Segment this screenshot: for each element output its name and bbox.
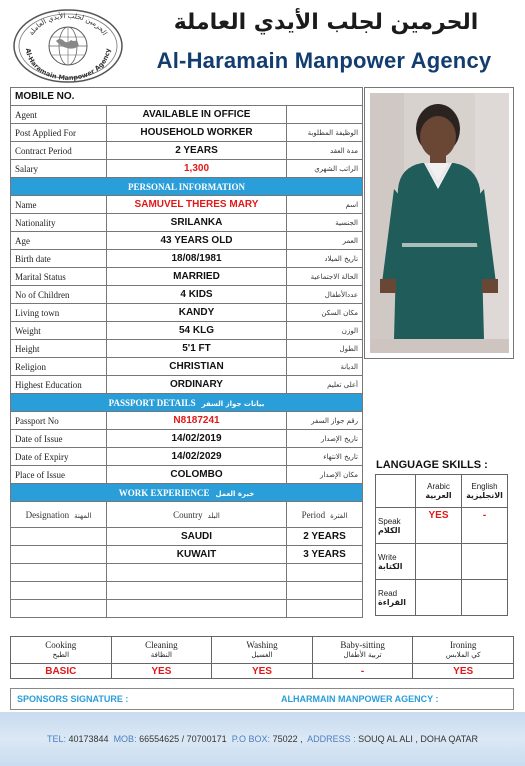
info-row bbox=[11, 358, 363, 376]
field-value: CHRISTIAN bbox=[107, 358, 287, 376]
logo-arabic-text: الحرمين لجلب الأيدي العاملة bbox=[27, 11, 109, 37]
duty-label-ar: الغسيل bbox=[251, 651, 273, 659]
signature-box bbox=[10, 688, 514, 710]
duty-label bbox=[212, 637, 313, 664]
field-label-arabic: مكان السكن bbox=[287, 304, 363, 322]
work-row bbox=[11, 582, 363, 600]
field-value: N8187241 bbox=[107, 412, 287, 430]
field-label: Religion bbox=[11, 358, 107, 376]
applicant-photo-frame bbox=[364, 87, 514, 359]
info-row bbox=[11, 412, 363, 430]
language-english-label: English bbox=[471, 482, 498, 491]
language-row-label-ar: الكلام bbox=[378, 525, 401, 535]
passport-section-header bbox=[11, 394, 363, 412]
work-period bbox=[287, 564, 363, 582]
info-row bbox=[11, 430, 363, 448]
field-label-arabic: تاريخ الميلاد bbox=[287, 250, 363, 268]
work-country bbox=[107, 564, 287, 582]
work-designation bbox=[11, 564, 107, 582]
work-designation bbox=[11, 582, 107, 600]
field-value: ORDINARY bbox=[107, 376, 287, 394]
field-label-arabic: الحالة الاجتماعية bbox=[287, 268, 363, 286]
agency-arabic-name: الحرمين لجلب الأيدي العاملة bbox=[173, 10, 479, 35]
work-country bbox=[107, 600, 287, 618]
field-label-arabic: تاريخ الإصدار bbox=[287, 430, 363, 448]
field-label: Date of Issue bbox=[11, 430, 107, 448]
language-row-label: Write bbox=[378, 552, 397, 562]
field-label: Marital Status bbox=[11, 268, 107, 286]
work-col-label-arabic: البلد bbox=[207, 511, 220, 520]
duty-labels-row bbox=[11, 637, 514, 664]
work-period: 2 YEARS bbox=[287, 528, 363, 546]
footer-tel: 40173844 bbox=[68, 734, 109, 744]
info-row bbox=[11, 448, 363, 466]
info-row bbox=[11, 268, 363, 286]
info-row bbox=[11, 466, 363, 484]
duty-value: - bbox=[312, 664, 413, 679]
info-row bbox=[11, 232, 363, 250]
field-value: 18/08/1981 bbox=[107, 250, 287, 268]
field-label-arabic: رقم جواز السفر bbox=[287, 412, 363, 430]
field-label: Name bbox=[11, 196, 107, 214]
work-country: SAUDI bbox=[107, 528, 287, 546]
field-label-arabic: مكان الإصدار bbox=[287, 466, 363, 484]
footer-mob: 66554625 / 70700171 bbox=[139, 734, 227, 744]
language-english-label-ar: الانجليزية bbox=[466, 491, 503, 500]
language-arabic-label: Arabic bbox=[427, 482, 450, 491]
duties-table bbox=[10, 636, 514, 679]
field-label-arabic: الوزن bbox=[287, 322, 363, 340]
passport-section-header-title bbox=[11, 394, 363, 412]
field-label-arabic bbox=[287, 106, 363, 124]
info-row bbox=[11, 214, 363, 232]
work-period bbox=[287, 582, 363, 600]
field-label-arabic: مدة العقد bbox=[287, 142, 363, 160]
work-period: 3 YEARS bbox=[287, 546, 363, 564]
work-designation bbox=[11, 546, 107, 564]
work-col-designation bbox=[11, 502, 107, 528]
field-label: Birth date bbox=[11, 250, 107, 268]
field-label-arabic: الجنسية bbox=[287, 214, 363, 232]
work-col-period bbox=[287, 502, 363, 528]
info-row bbox=[11, 142, 363, 160]
field-value: COLOMBO bbox=[107, 466, 287, 484]
work-designation bbox=[11, 528, 107, 546]
field-label-arabic: العمر bbox=[287, 232, 363, 250]
field-label-arabic: اسم bbox=[287, 196, 363, 214]
info-row bbox=[11, 250, 363, 268]
footer-address: SOUQ AL ALI , DOHA QATAR bbox=[358, 734, 479, 744]
field-label: Agent bbox=[11, 106, 107, 124]
duty-label-en: Cooking bbox=[45, 640, 77, 650]
info-row bbox=[11, 286, 363, 304]
field-value: 43 YEARS OLD bbox=[107, 232, 287, 250]
field-value: MARRIED bbox=[107, 268, 287, 286]
footer-address-key: ADDRESS : bbox=[307, 734, 356, 744]
field-value: KANDY bbox=[107, 304, 287, 322]
field-label: Post Applied For bbox=[11, 124, 107, 142]
duty-label-en: Ironing bbox=[449, 640, 477, 650]
language-speak-english: - bbox=[462, 508, 508, 544]
work-designation bbox=[11, 600, 107, 618]
duty-label-en: Washing bbox=[246, 640, 278, 650]
field-value: 14/02/2029 bbox=[107, 448, 287, 466]
field-label: Living town bbox=[11, 304, 107, 322]
info-row bbox=[11, 322, 363, 340]
duty-label-ar: النظافة bbox=[150, 651, 172, 659]
field-value: 54 KLG bbox=[107, 322, 287, 340]
language-row-label-ar: الكتابة bbox=[378, 561, 403, 571]
personal-section-header-label: PERSONAL INFORMATION bbox=[127, 181, 246, 192]
field-value: 1,300 bbox=[107, 160, 287, 178]
info-row bbox=[11, 340, 363, 358]
field-label: Weight bbox=[11, 322, 107, 340]
duty-value: BASIC bbox=[11, 664, 112, 679]
work-col-country bbox=[107, 502, 287, 528]
field-value: 5'1 FT bbox=[107, 340, 287, 358]
language-row-label: Speak bbox=[378, 516, 401, 526]
field-label: No of Children bbox=[11, 286, 107, 304]
field-value: SAMUVEL THERES MARY bbox=[107, 196, 287, 214]
field-value: 2 YEARS bbox=[107, 142, 287, 160]
language-write-arabic bbox=[416, 544, 462, 580]
duty-value: YES bbox=[212, 664, 313, 679]
work-period bbox=[287, 600, 363, 618]
duty-values-row bbox=[11, 664, 514, 679]
language-read-english bbox=[462, 580, 508, 616]
passport-section-header-label: PASSPORT DETAILS bbox=[108, 397, 196, 408]
work-row bbox=[11, 600, 363, 618]
info-row bbox=[11, 376, 363, 394]
duty-label-ar: الطبخ bbox=[52, 651, 70, 659]
language-read-arabic bbox=[416, 580, 462, 616]
duty-label bbox=[413, 637, 514, 664]
agency-logo bbox=[12, 8, 124, 84]
language-skills-table bbox=[375, 474, 508, 616]
personal-section-header-title bbox=[11, 178, 363, 196]
duty-label-en: Baby-sitting bbox=[340, 640, 385, 650]
field-label: Contract Period bbox=[11, 142, 107, 160]
work-columns-row bbox=[11, 502, 363, 528]
applicant-info-table bbox=[10, 87, 363, 618]
field-label-arabic: الراتب الشهري bbox=[287, 160, 363, 178]
language-corner-cell bbox=[376, 475, 416, 508]
language-skills-title: LANGUAGE SKILLS : bbox=[376, 459, 488, 471]
footer-tel-key: TEL: bbox=[46, 734, 66, 744]
duty-label bbox=[11, 637, 112, 664]
work-country: KUWAIT bbox=[107, 546, 287, 564]
field-label: Height bbox=[11, 340, 107, 358]
language-row-speak bbox=[376, 508, 416, 544]
work-row bbox=[11, 528, 363, 546]
field-label-arabic: عددالأطفال bbox=[287, 286, 363, 304]
field-value: 4 KIDS bbox=[107, 286, 287, 304]
work-section-header-label: WORK EXPERIENCE bbox=[118, 487, 210, 498]
field-value: SRILANKA bbox=[107, 214, 287, 232]
work-section-header bbox=[11, 484, 363, 502]
language-arabic-header bbox=[416, 475, 462, 508]
language-row-label-ar: القراءة bbox=[378, 597, 407, 607]
footer-mob-key: MOB: bbox=[113, 734, 137, 744]
field-label: Salary bbox=[11, 160, 107, 178]
language-row-read bbox=[376, 580, 416, 616]
field-label: Place of Issue bbox=[11, 466, 107, 484]
sponsor-signature-label: SPONSORS SIGNATURE : bbox=[17, 694, 129, 704]
footer-contact-line bbox=[0, 734, 525, 744]
field-label-arabic: الوظيفة المطلوبة bbox=[287, 124, 363, 142]
field-label: Passport No bbox=[11, 412, 107, 430]
mobile-row bbox=[11, 88, 363, 106]
language-arabic-label-ar: العربية bbox=[425, 491, 452, 500]
field-value: 14/02/2019 bbox=[107, 430, 287, 448]
personal-section-header bbox=[11, 178, 363, 196]
language-write-english bbox=[462, 544, 508, 580]
info-row bbox=[11, 304, 363, 322]
work-col-label: Country bbox=[173, 509, 203, 520]
agency-signature-label: ALHARMAIN MANPOWER AGENCY : bbox=[281, 694, 439, 704]
applicant-photo bbox=[370, 93, 509, 353]
duty-label bbox=[312, 637, 413, 664]
duty-value: YES bbox=[413, 664, 514, 679]
field-label: Nationality bbox=[11, 214, 107, 232]
info-row bbox=[11, 196, 363, 214]
duty-label-en: Cleaning bbox=[145, 640, 178, 650]
work-country bbox=[107, 582, 287, 600]
field-label-arabic: الطول bbox=[287, 340, 363, 358]
field-label-arabic: الديانة bbox=[287, 358, 363, 376]
work-col-label-arabic: المهنة bbox=[74, 511, 92, 520]
language-english-header bbox=[462, 475, 508, 508]
field-label: Age bbox=[11, 232, 107, 250]
info-row bbox=[11, 124, 363, 142]
agency-english-name: Al-Haramain Manpower Agency bbox=[156, 48, 492, 73]
work-row bbox=[11, 564, 363, 582]
footer-pobox-key: P.O BOX: bbox=[231, 734, 271, 744]
work-row bbox=[11, 546, 363, 564]
field-label-arabic: تاريخ الانتهاء bbox=[287, 448, 363, 466]
field-value: AVAILABLE IN OFFICE bbox=[107, 106, 287, 124]
duty-value: YES bbox=[111, 664, 212, 679]
field-value: HOUSEHOLD WORKER bbox=[107, 124, 287, 142]
work-col-label: Period bbox=[301, 509, 326, 520]
duty-label-ar: كي الملابس bbox=[445, 651, 481, 659]
language-row-write bbox=[376, 544, 416, 580]
duty-label-ar: تربية الأطفال bbox=[343, 651, 382, 659]
logo-english-text: Al-Haramain Manpower Agency bbox=[23, 47, 113, 83]
work-section-header-title bbox=[11, 484, 363, 502]
info-row bbox=[11, 106, 363, 124]
passport-section-header-label-arabic: بيانات جواز السفر bbox=[201, 399, 265, 408]
field-label: Date of Expiry bbox=[11, 448, 107, 466]
language-row-label: Read bbox=[378, 588, 398, 598]
mobile-label: MOBILE NO. bbox=[11, 88, 363, 106]
work-section-header-label-arabic: خبرة العمل bbox=[215, 489, 255, 498]
field-label-arabic: أعلى تعليم bbox=[287, 376, 363, 394]
work-col-label: Designation bbox=[25, 509, 70, 520]
duty-label bbox=[111, 637, 212, 664]
info-row bbox=[11, 160, 363, 178]
language-speak-arabic: YES bbox=[416, 508, 462, 544]
work-col-label-arabic: الفترة bbox=[330, 511, 348, 520]
field-label: Highest Education bbox=[11, 376, 107, 394]
footer-pobox: 75022 , bbox=[272, 734, 303, 744]
contact-footer bbox=[0, 712, 525, 766]
